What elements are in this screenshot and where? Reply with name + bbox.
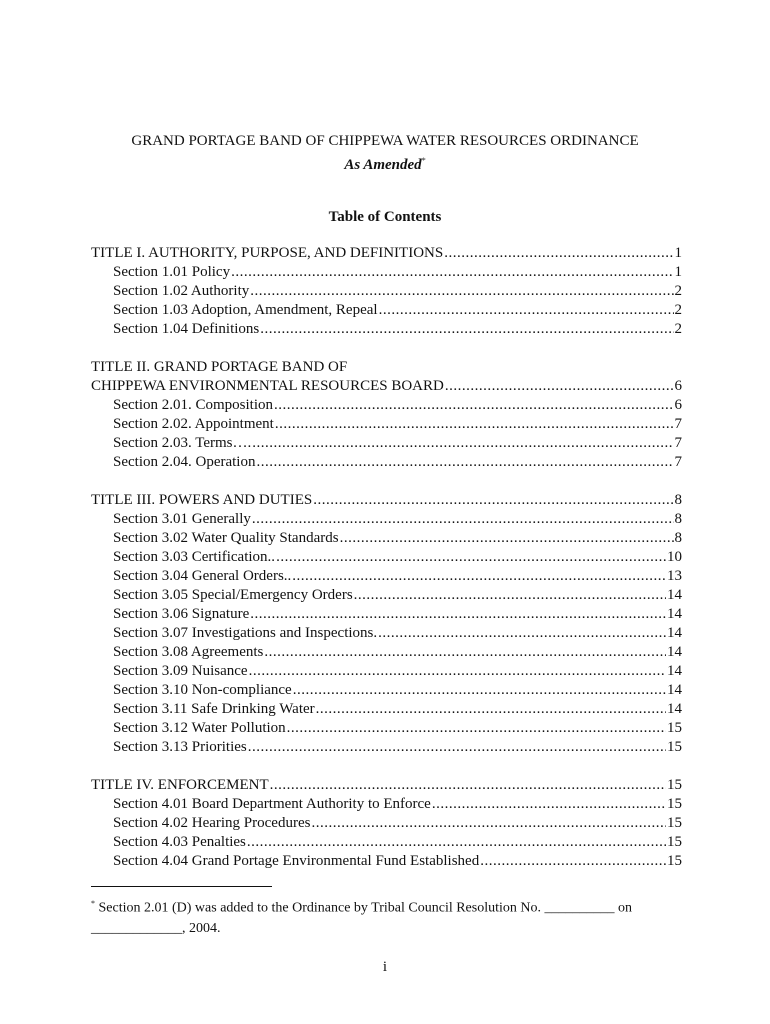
toc-section-label: Section 3.04 General Orders..	[113, 568, 292, 584]
toc-section-row[interactable]	[91, 415, 682, 434]
toc-page-number: 8	[674, 511, 682, 527]
toc-title-label: CHIPPEWA ENVIRONMENTAL RESOURCES BOARD	[91, 378, 444, 394]
leader-dots	[445, 377, 674, 396]
subtitle-text: As Amended	[344, 157, 422, 173]
toc-section-row[interactable]	[91, 700, 682, 719]
toc-section-row[interactable]	[91, 263, 682, 282]
toc-title-row[interactable]	[91, 776, 682, 795]
toc-group-title-4	[91, 776, 682, 871]
leader-dots	[276, 548, 666, 567]
toc-section-row[interactable]	[91, 662, 682, 681]
toc-page-number: 15	[667, 739, 682, 755]
leader-dots	[231, 263, 673, 282]
toc-section-label: Section 3.06 Signature	[113, 606, 250, 622]
toc-page-number: 15	[667, 777, 682, 793]
leader-dots	[379, 301, 674, 320]
toc-group-title-1	[91, 244, 682, 339]
leader-dots	[444, 244, 673, 263]
leader-dots	[248, 738, 666, 757]
leader-dots	[274, 396, 673, 415]
toc-title-row[interactable]	[91, 244, 682, 263]
document-subtitle	[0, 151, 770, 175]
toc-page-number: 15	[667, 815, 682, 831]
toc-page-number: 15	[667, 720, 682, 736]
toc-title-label: TITLE I. AUTHORITY, PURPOSE, AND DEFINITIONS	[91, 245, 444, 261]
toc-page-number: 14	[667, 663, 682, 679]
footnote-separator	[91, 886, 272, 887]
leader-dots	[252, 434, 673, 453]
toc-section-label: Section 3.11 Safe Drinking Water	[113, 701, 315, 717]
toc-page-number: 1	[674, 264, 682, 280]
leader-dots	[250, 605, 666, 624]
toc-section-row[interactable]	[91, 681, 682, 700]
subtitle-footnote-mark: *	[421, 156, 426, 165]
toc-section-row[interactable]	[91, 738, 682, 757]
footnote-text-line2: _____________, 2004.	[91, 920, 221, 936]
toc-page-number: 8	[674, 530, 682, 546]
leader-dots	[250, 282, 673, 301]
footnote	[91, 894, 682, 939]
toc-title-row[interactable]	[91, 377, 682, 396]
toc-section-label: Section 3.09 Nuisance	[113, 663, 248, 679]
toc-page-number: 7	[674, 416, 682, 432]
leader-dots	[249, 662, 666, 681]
toc-section-label: Section 3.08 Agreements	[113, 644, 264, 660]
toc-page-number: 2	[674, 302, 682, 318]
toc-section-row[interactable]	[91, 605, 682, 624]
leader-dots	[354, 586, 666, 605]
toc-section-row[interactable]	[91, 624, 682, 643]
leader-dots	[480, 852, 666, 871]
toc-section-label: Section 1.04 Definitions	[113, 321, 260, 337]
toc-page-number: 6	[674, 397, 682, 413]
toc-page-number: 7	[674, 435, 682, 451]
toc-section-label: Section 1.03 Adoption, Amendment, Repeal	[113, 302, 378, 318]
toc-page-number: 14	[667, 644, 682, 660]
toc-title-label: TITLE IV. ENFORCEMENT	[91, 777, 269, 793]
toc-page-number: 7	[674, 454, 682, 470]
toc-section-row[interactable]	[91, 586, 682, 605]
toc-section-row[interactable]	[91, 301, 682, 320]
toc-page-number: 14	[667, 606, 682, 622]
toc-section-label: Section 3.10 Non-compliance	[113, 682, 292, 698]
toc-section-label: Section 3.01 Generally	[113, 511, 251, 527]
leader-dots	[313, 491, 673, 510]
toc-title-label-line1[interactable]: TITLE II. GRAND PORTAGE BAND OF	[91, 359, 348, 375]
toc-page-number: 6	[674, 378, 682, 394]
leader-dots	[340, 529, 674, 548]
toc-section-row[interactable]	[91, 453, 682, 472]
toc-section-row[interactable]	[91, 567, 682, 586]
toc-page-number: 14	[667, 701, 682, 717]
leader-dots	[264, 643, 666, 662]
toc-section-row[interactable]	[91, 719, 682, 738]
toc-section-label: Section 2.02. Appointment	[113, 416, 274, 432]
table-of-contents	[91, 244, 682, 890]
toc-section-row[interactable]	[91, 643, 682, 662]
leader-dots	[270, 776, 666, 795]
toc-section-row[interactable]	[91, 434, 682, 453]
toc-section-label: Section 3.02 Water Quality Standards	[113, 530, 339, 546]
toc-section-label: Section 3.05 Special/Emergency Orders	[113, 587, 353, 603]
toc-section-row[interactable]	[91, 282, 682, 301]
toc-page-number: 14	[667, 625, 682, 641]
toc-section-label: Section 3.12 Water Pollution	[113, 720, 286, 736]
toc-section-row[interactable]	[91, 852, 682, 871]
leader-dots	[252, 510, 674, 529]
toc-page-number: 14	[667, 682, 682, 698]
toc-section-label: Section 4.04 Grand Portage Environmental Fund Established	[113, 853, 480, 869]
toc-section-label: Section 1.02 Authority	[113, 283, 250, 299]
toc-section-row[interactable]	[91, 795, 682, 814]
leader-dots	[287, 719, 666, 738]
toc-page-number: 1	[674, 245, 682, 261]
toc-section-label: Section 2.04. Operation	[113, 454, 256, 470]
toc-section-label: Section 4.02 Hearing Procedures	[113, 815, 311, 831]
footnote-mark: *	[91, 899, 95, 908]
toc-section-label: Section 2.03. Terms….	[113, 435, 252, 451]
toc-section-label: Section 3.13 Priorities	[113, 739, 247, 755]
toc-section-label: Section 4.03 Penalties	[113, 834, 246, 850]
leader-dots	[432, 795, 666, 814]
toc-page-number: 15	[667, 853, 682, 869]
toc-section-row[interactable]	[91, 529, 682, 548]
toc-section-label: Section 3.03 Certification..	[113, 549, 276, 565]
footnote-text-line1: Section 2.01 (D) was added to the Ordinance by Tribal Council Resolution No. __________ on	[95, 900, 632, 916]
toc-section-label: Section 3.07 Investigations and Inspections.	[113, 625, 378, 641]
toc-section-label: Section 4.01 Board Department Authority to Enforce	[113, 796, 431, 812]
toc-section-row[interactable]	[91, 510, 682, 529]
toc-page-number: 15	[667, 834, 682, 850]
toc-title-row[interactable]	[91, 491, 682, 510]
leader-dots	[256, 453, 673, 472]
toc-section-row[interactable]	[91, 833, 682, 852]
toc-section-row[interactable]	[91, 814, 682, 833]
page-number: i	[382, 959, 388, 975]
toc-page-number: 13	[667, 568, 682, 584]
toc-page-number: 2	[674, 283, 682, 299]
toc-section-row[interactable]	[91, 320, 682, 339]
leader-dots	[292, 567, 666, 586]
leader-dots	[247, 833, 666, 852]
toc-page-number: 10	[667, 549, 682, 565]
toc-group-title-2	[91, 358, 682, 472]
toc-section-label: Section 2.01. Composition	[113, 397, 274, 413]
leader-dots	[378, 624, 666, 643]
leader-dots	[311, 814, 666, 833]
toc-page-number: 8	[674, 492, 682, 508]
leader-dots	[260, 320, 673, 339]
toc-section-row[interactable]	[91, 548, 682, 567]
toc-page-number: 15	[667, 796, 682, 812]
toc-page-number: 2	[674, 321, 682, 337]
toc-title-label: TITLE III. POWERS AND DUTIES	[91, 492, 313, 508]
toc-section-label: Section 1.01 Policy	[113, 264, 231, 280]
toc-section-row[interactable]	[91, 396, 682, 415]
toc-page-number: 14	[667, 587, 682, 603]
leader-dots	[275, 415, 674, 434]
leader-dots	[293, 681, 666, 700]
leader-dots	[316, 700, 666, 719]
toc-group-title-3	[91, 491, 682, 757]
document-title: GRAND PORTAGE BAND OF CHIPPEWA WATER RESOURCES ORDINANCE	[131, 133, 639, 149]
toc-heading: Table of Contents	[328, 209, 442, 225]
